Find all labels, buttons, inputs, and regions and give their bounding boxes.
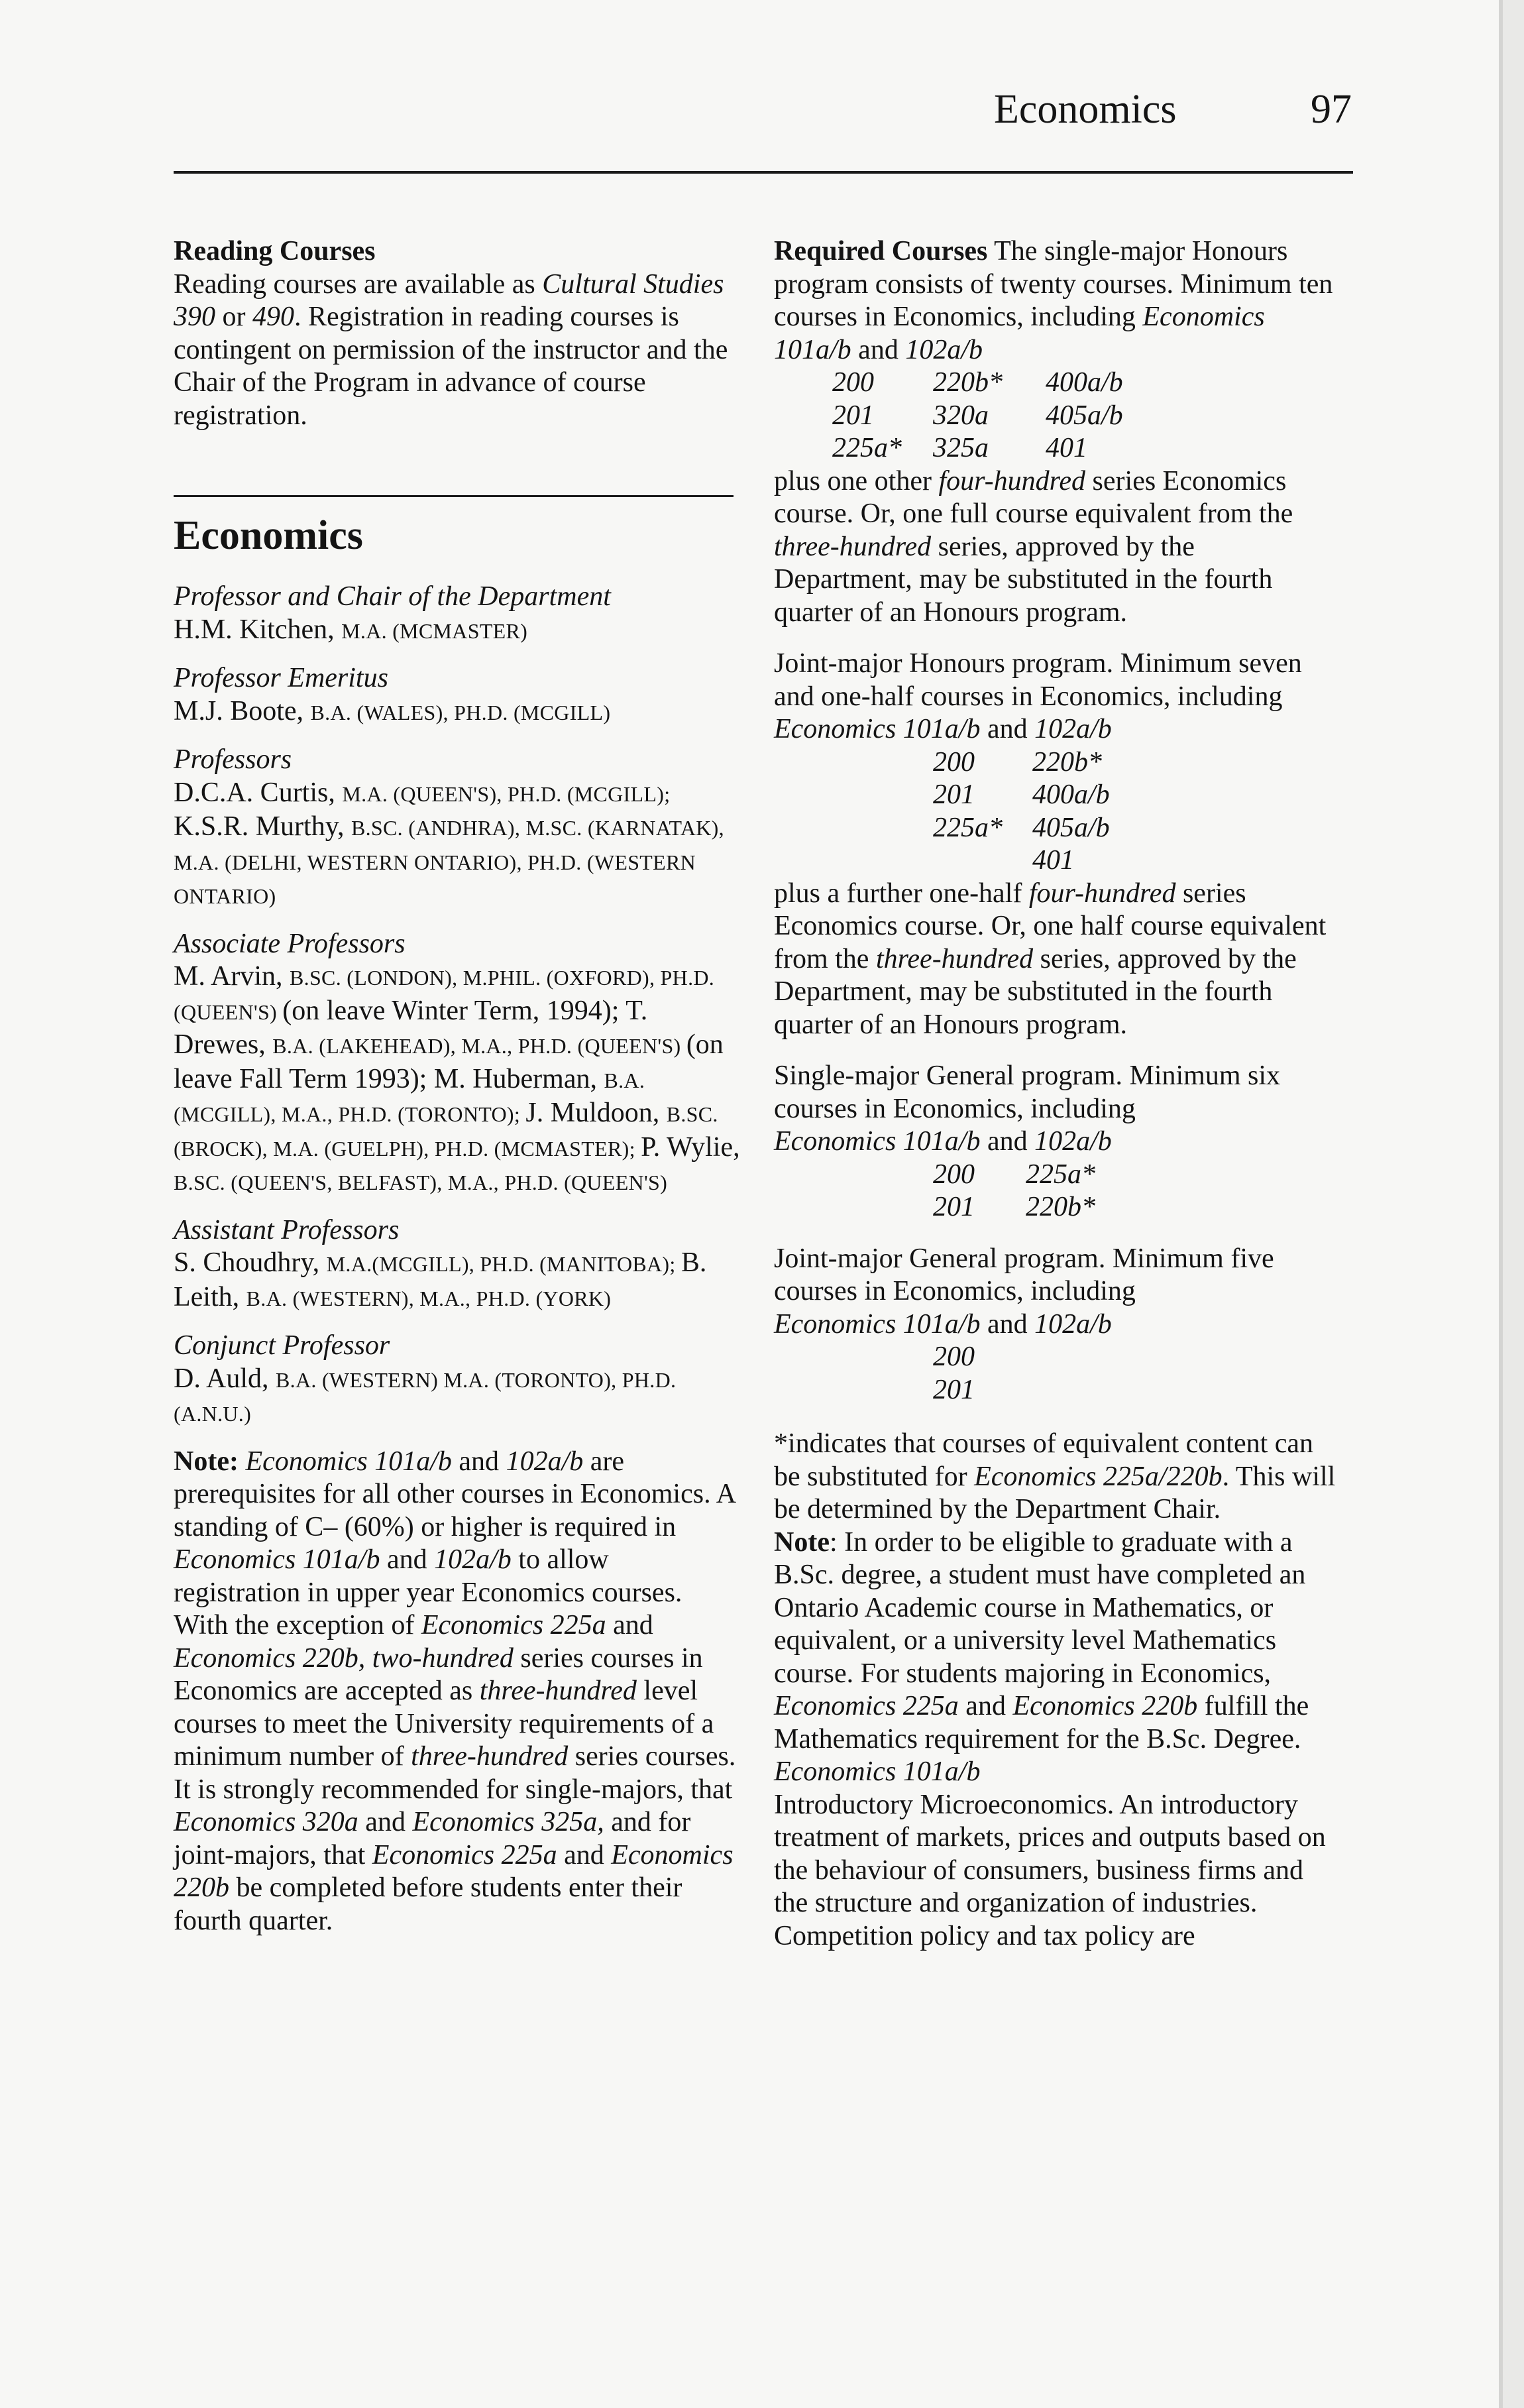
faculty-members: D. Auld, B.A. (WESTERN) M.A. (TORONTO), PH.D. (A.N.U.)	[174, 1363, 677, 1426]
page-number: 97	[1311, 87, 1352, 132]
required-courses-section	[774, 235, 1337, 629]
table-row: 401	[1032, 845, 1074, 876]
faculty-members: H.M. Kitchen, M.A. (MCMASTER)	[174, 614, 528, 645]
faculty-group	[174, 1214, 740, 1316]
joint-honours-intro: Joint-major Honours program. Minimum seven and one-half courses in Economics, including	[774, 648, 1302, 712]
reading-courses-text: Reading courses are available as Cultural Studies 390 or 490. Registration in reading courses is contingent on permission of the instructor and the Chair of the Program in advance of course registration.	[174, 268, 728, 431]
reading-courses-section	[174, 235, 740, 432]
single-general-intro: Single-major General program. Minimum six courses in Economics, including	[774, 1061, 1281, 1124]
faculty-rank: Professor and Chair of the Department	[174, 581, 611, 612]
faculty-group	[174, 662, 740, 729]
table-row: 225a* 325a 401	[832, 433, 1087, 463]
joint-honours-after: plus a further one-half four-hundred series Economics course. Or, one half course equivalent from the three-hundred series, approved by the Department, may be substituted in the fourth quarter of an Honours program.	[774, 878, 1327, 1040]
faculty-members: S. Choudhry, M.A.(MCGILL), PH.D. (MANITOBA); B. Leith, B.A. (WESTERN), M.A., PH.D. (YORK)	[174, 1247, 707, 1312]
table-row: 200 225a*	[933, 1159, 1095, 1190]
course-description: Introductory Microeconomics. An introductory treatment of markets, prices and outputs based on the behaviour of consumers, business firms and the structure and organization of industries. Competition policy and tax policy are	[774, 1789, 1326, 1951]
header-rule	[174, 171, 1353, 174]
faculty-rank: Associate Professors	[174, 928, 406, 959]
running-header-section: Economics	[994, 87, 1177, 132]
section-divider	[174, 495, 734, 497]
required-courses-after: plus one other four-hundred series Economics course. Or, one full course equivalent from the three-hundred series, approved by the Department, may be substituted in the fourth quarter of an Honours program.	[774, 465, 1293, 628]
faculty-rank: Conjunct Professor	[174, 1330, 390, 1361]
faculty-rank: Professor Emeritus	[174, 663, 388, 693]
economics-heading: Economics	[174, 513, 363, 558]
table-row: 201 220b*	[933, 1192, 1095, 1222]
reading-courses-heading: Reading Courses	[174, 236, 376, 266]
faculty-members: M. Arvin, B.SC. (LONDON), M.PHIL. (OXFORD), PH.D. (QUEEN'S) (on leave Winter Term, 1994); T. Drewes, B.A. (LAKEHEAD), M.A., PH.D. (QUEEN'S) (on leave Fall Term 1993); M. Huberman, B.A. (MCGILL), M.A., PH.D. (TORONTO); J. Muldoon, B.SC. (BROCK), M.A. (GUELPH), PH.D. (MCMASTER); P. Wylie, B.SC. (QUEEN'S, BELFAST), M.A., PH.D. (QUEEN'S)	[174, 961, 740, 1194]
course-101-entry	[774, 1756, 1337, 1953]
joint-general-section	[774, 1243, 1337, 1407]
single-general-section	[774, 1060, 1337, 1224]
running-header	[994, 80, 1352, 139]
table-row: 201 320a 405a/b	[832, 400, 1123, 431]
prerequisite-note: Note: Economics 101a/b and 102a/b are prerequisites for all other courses in Economics. A standing of C– (60%) or higher is required in Economics 101a/b and 102a/b to allow registration in upper year Economics courses. With the exception of Economics 225a and Economics 220b, two-hundred series courses in Economics are accepted as three-hundred level courses to meet the University requirements of a minimum number of three-hundred series courses.	[174, 1446, 736, 1772]
table-row: 200	[933, 1342, 975, 1372]
table-row: 201 400a/b	[933, 779, 1110, 810]
asterisk-note: *indicates that courses of equivalent content can be substituted for Economics 225a/220b. This will be determined by the Department Chair.	[774, 1428, 1336, 1524]
left-column	[174, 235, 740, 1937]
faculty-list	[174, 581, 740, 1431]
faculty-members: M.J. Boote, B.A. (WALES), PH.D. (MCGILL)	[174, 695, 611, 726]
faculty-group	[174, 928, 740, 1200]
honours-course-table	[774, 367, 1337, 465]
joint-honours-table	[774, 746, 1337, 878]
single-general-line: Economics 101a/b and 102a/b	[774, 1126, 1112, 1157]
faculty-members: D.C.A. Curtis, M.A. (QUEEN'S), PH.D. (MCGILL); K.S.R. Murthy, B.SC. (ANDHRA), M.SC. (KARNATAK), M.A. (DELHI, WESTERN ONTARIO), PH.D. (WESTERN ONTARIO)	[174, 777, 724, 908]
table-row: 200 220b*	[933, 746, 1102, 777]
table-row: 200 220b* 400a/b	[832, 367, 1123, 398]
right-column	[774, 235, 1337, 1953]
bsc-note: Note: In order to be eligible to graduate with a B.Sc. degree, a student must have completed an Ontario Academic course in Mathematics, or equivalent, or a university level Mathematics course. For students majoring in Economics, Economics 225a and Economics 220b fulfill the Mathematics requirement for the B.Sc. Degree.	[774, 1526, 1309, 1754]
joint-honours-section	[774, 648, 1337, 1041]
faculty-rank: Assistant Professors	[174, 1214, 400, 1245]
single-general-table	[774, 1159, 1337, 1224]
required-courses-intro: Required Courses The single-major Honours program consists of twenty courses. Minimum ten courses in Economics, including Economics 101a/b and 102a/b	[774, 236, 1333, 365]
joint-general-table	[774, 1341, 1337, 1406]
joint-general-line: Economics 101a/b and 102a/b	[774, 1308, 1112, 1340]
joint-honours-line: Economics 101a/b and 102a/b	[774, 714, 1112, 744]
faculty-group	[174, 744, 740, 913]
faculty-rank: Professors	[174, 744, 292, 775]
faculty-group	[174, 581, 740, 648]
course-code: Economics 101a/b	[774, 1756, 981, 1787]
faculty-group	[174, 1330, 740, 1431]
recommendation-paragraph: It is strongly recommended for single-majors, that Economics 320a and Economics 325a, and for joint-majors, that Economics 225a and Economics 220b be completed before students enter their fourth quarter.	[174, 1774, 734, 1936]
table-row: 201	[933, 1374, 975, 1405]
joint-general-intro: Joint-major General program. Minimum five courses in Economics, including	[774, 1243, 1274, 1306]
table-row: 225a* 405a/b	[933, 812, 1110, 843]
